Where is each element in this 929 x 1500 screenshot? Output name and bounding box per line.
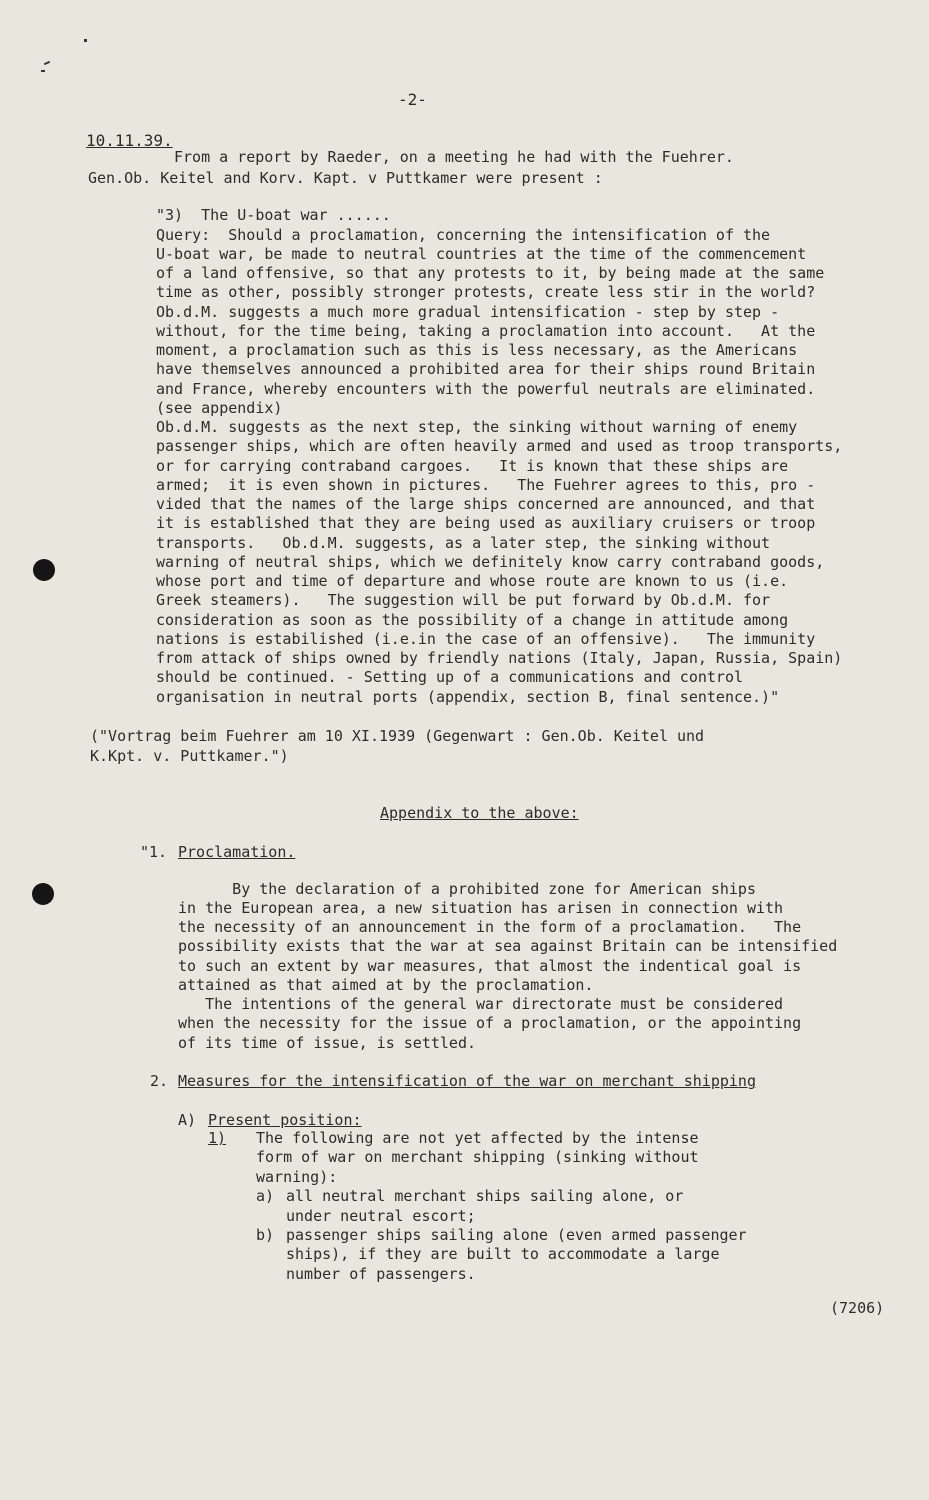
quote-line: nations is estabilished (i.e.in the case of an offensive). The immunity	[156, 630, 816, 648]
point-1-line: warning):	[256, 1168, 338, 1186]
quote-line: "3) The U-boat war ......	[156, 206, 391, 224]
section-1-line: of its time of issue, is settled.	[178, 1034, 477, 1052]
quote-line: organisation in neutral ports (appendix, section B, final sentence.)"	[156, 688, 780, 706]
intro-line: From a report by Raeder, on a meeting he had with the Fuehrer.	[174, 148, 734, 166]
ink-speck	[44, 61, 50, 65]
item-line: ships), if they are built to accommodate a large	[286, 1245, 720, 1263]
item-label: b)	[256, 1226, 275, 1244]
ink-speck	[41, 70, 45, 72]
quote-line: Query: Should a proclamation, concerning the intensification of the	[156, 226, 771, 244]
section-1-line: in the European area, a new situation has arisen in connection with	[178, 899, 784, 917]
quote-line: vided that the names of the large ships concerned are announced, and that	[156, 495, 816, 513]
appendix-title: Appendix to the above:	[380, 804, 579, 822]
section-1-line: The intentions of the general war directorate must be considered	[178, 995, 784, 1013]
punch-hole	[33, 559, 55, 581]
quote-line: it is established that they are being used as auxiliary cruisers or troop	[156, 514, 816, 532]
point-1-line: form of war on merchant shipping (sinking without	[256, 1148, 699, 1166]
quote-line: armed; it is even shown in pictures. The Fuehrer agrees to this, pro -	[156, 476, 816, 494]
quote-line: transports. Ob.d.M. suggests, as a later step, the sinking without	[156, 534, 771, 552]
point-1-number: 1)	[208, 1129, 227, 1147]
quote-line: of a land offensive, so that any protests to it, by being made at the same	[156, 264, 825, 282]
quote-line: consideration as soon as the possibility of a change in attitude among	[156, 611, 789, 629]
item-line: number of passengers.	[286, 1265, 476, 1283]
quote-line: Ob.d.M. suggests a much more gradual intensification - step by step -	[156, 303, 780, 321]
quote-line: from attack of ships owned by friendly nations (Italy, Japan, Russia, Spain)	[156, 649, 843, 667]
source-line: ("Vortrag beim Fuehrer am 10 XI.1939 (Gegenwart : Gen.Ob. Keitel und	[90, 727, 705, 745]
quote-line: without, for the time being, taking a proclamation into account. At the	[156, 322, 816, 340]
document-date: 10.11.39.	[86, 131, 173, 150]
source-line: K.Kpt. v. Puttkamer.")	[90, 747, 289, 765]
item-label: a)	[256, 1187, 275, 1205]
section-2-title: Measures for the intensification of the war on merchant shipping	[178, 1072, 756, 1090]
section-1-title: Proclamation.	[178, 843, 296, 861]
section-1-line: to such an extent by war measures, that almost the indentical goal is	[178, 957, 802, 975]
section-1-line: By the declaration of a prohibited zone for American ships	[178, 880, 756, 898]
section-1-line: when the necessity for the issue of a proclamation, or the appointing	[178, 1014, 802, 1032]
quote-line: and France, whereby encounters with the powerful neutrals are eliminated.	[156, 380, 816, 398]
subsection-a-title: Present position:	[208, 1111, 362, 1129]
section-1-number: "1.	[140, 843, 168, 861]
item-line: under neutral escort;	[286, 1207, 476, 1225]
quote-line: whose port and time of departure and whose route are known to us (i.e.	[156, 572, 789, 590]
quote-line: have themselves announced a prohibited area for their ships round Britain	[156, 360, 816, 378]
section-1-line: the necessity of an announcement in the form of a proclamation. The	[178, 918, 802, 936]
quote-line: passenger ships, which are often heavily armed and used as troop transports,	[156, 437, 843, 455]
quote-line: warning of neutral ships, which we definitely know carry contraband goods,	[156, 553, 825, 571]
section-2-number: 2.	[150, 1072, 169, 1090]
point-1-line: The following are not yet affected by the intense	[256, 1129, 699, 1147]
page-reference: (7206)	[830, 1299, 885, 1317]
ink-speck	[84, 39, 87, 42]
quote-line: should be continued. - Setting up of a communications and control	[156, 668, 743, 686]
section-1-line: attained as that aimed at by the proclamation.	[178, 976, 594, 994]
punch-hole	[32, 883, 54, 905]
quote-line: Ob.d.M. suggests as the next step, the sinking without warning of enemy	[156, 418, 798, 436]
quote-line: or for carrying contraband cargoes. It is known that these ships are	[156, 457, 789, 475]
page-number: -2-	[398, 90, 427, 109]
quote-line: moment, a proclamation such as this is less necessary, as the Americans	[156, 341, 798, 359]
quote-line: time as other, possibly stronger protests, create less stir in the world?	[156, 283, 816, 301]
section-1-line: possibility exists that the war at sea against Britain can be intensified	[178, 937, 838, 955]
subsection-a-label: A)	[178, 1111, 197, 1129]
quote-line: Greek steamers). The suggestion will be put forward by Ob.d.M. for	[156, 591, 771, 609]
item-line: all neutral merchant ships sailing alone, or	[286, 1187, 684, 1205]
item-line: passenger ships sailing alone (even armed passenger	[286, 1226, 747, 1244]
intro-line: Gen.Ob. Keitel and Korv. Kapt. v Puttkamer were present :	[88, 169, 603, 187]
quote-line: (see appendix)	[156, 399, 283, 417]
quote-line: U-boat war, be made to neutral countries at the time of the commencement	[156, 245, 807, 263]
